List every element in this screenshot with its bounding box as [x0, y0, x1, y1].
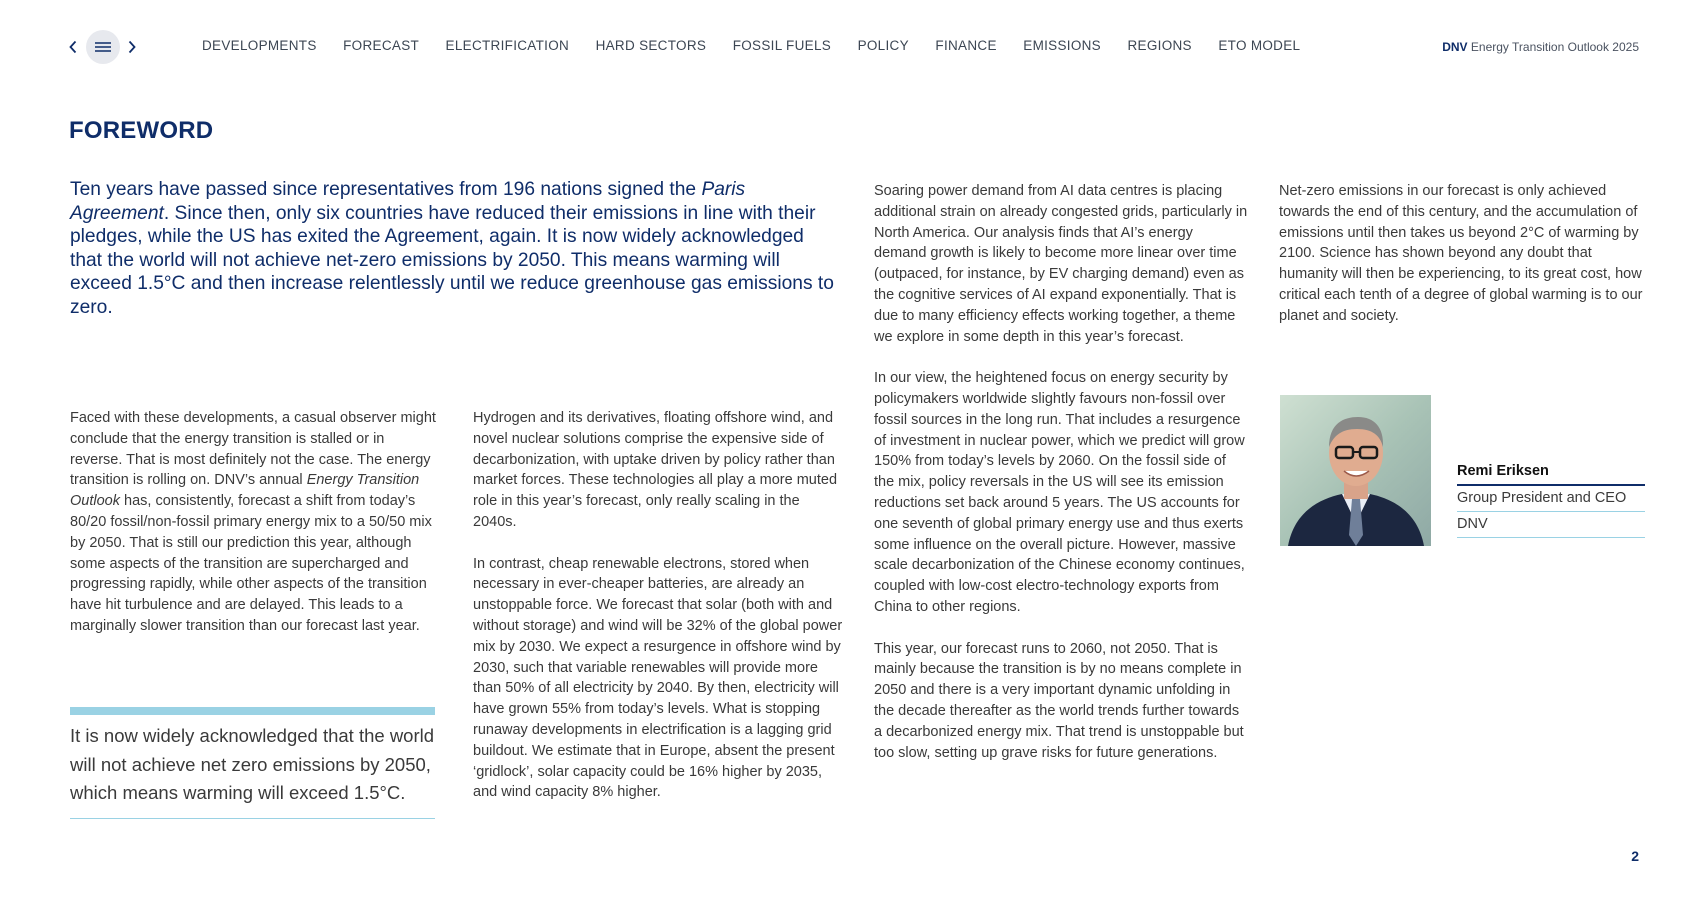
- page-number: 2: [1631, 848, 1639, 864]
- body-column-4: [1279, 181, 1647, 327]
- col3-paragraph-3: This year, our forecast runs to 2060, not 2050. That is mainly because the transition is by no means complete in 2050 and there is a very important dynamic unfolding in the decade thereafter as the world trends further towards a decarbonized energy mix. That trend is unstoppable but too slow, setting up grave risks for future generations.: [874, 640, 1244, 761]
- col2-paragraph-2: In contrast, cheap renewable electrons, stored when necessary in ever-cheaper batteries, are already an unstoppable force. We forecast that solar (both with and without storage) and wind will be 32% of the global power mix by 2030. We expect a resurgence in offshore wind by 2030, such that variable renewables will provide more than 50% of all electricity by 2040. By then, electricity will have grown 55% from today’s levels. What is stopping runaway developments in electrification is a lagging grid buildout. We estimate that in Europe, absent the present ‘gridlock’, solar capacity could be 16% higher by 2035, and wind capacity 8% higher.: [473, 555, 843, 801]
- page-title: FOREWORD: [69, 117, 214, 144]
- intro-text-start: Ten years have passed since representatives from 196 nations signed the: [70, 179, 702, 200]
- body-column-2: [473, 408, 843, 803]
- intro-paragraph: [70, 178, 840, 319]
- col2-paragraph-1: Hydrogen and its derivatives, floating offshore wind, and novel nuclear solutions comprise the expensive side of decarbonization, with uptake driven by policy rather than market forces. These technologies all play a more muted role in this year’s forecast, only really scaling in the 2040s.: [473, 410, 838, 530]
- ceo-portrait: [1280, 395, 1431, 546]
- intro-text-end: . Since then, only six countries have reduced their emissions in line with their pledges, while the US has exited the Agreement, again. It is now widely acknowledged that the world will not achieve net-zero emissions by 2050. This means warming will exceed 1.5°C and then increase relentlessly until we reduce greenhouse gas emissions to zero.: [70, 202, 834, 318]
- col4-paragraph-1: Net-zero emissions in our forecast is only achieved towards the end of this century, and the accumulation of emissions until then takes us beyond 2°C of warming by 2100. Science has shown beyond any doubt that humanity will then be experiencing, to its great cost, how critical each tenth of a degree of global warming is to our planet and society.: [1279, 183, 1643, 324]
- publication-brand[interactable]: [1442, 40, 1639, 54]
- nav-item-fossil-fuels[interactable]: FOSSIL FUELS: [732, 38, 832, 53]
- section-menu: [202, 38, 1327, 53]
- signatory-name: Remi Eriksen: [1457, 459, 1645, 486]
- nav-item-policy[interactable]: POLICY: [857, 38, 909, 53]
- nav-item-developments[interactable]: DEVELOPMENTS: [202, 38, 317, 53]
- nav-item-electrification[interactable]: ELECTRIFICATION: [445, 38, 570, 53]
- nav-item-hard-sectors[interactable]: HARD SECTORS: [595, 38, 707, 53]
- nav-item-emissions[interactable]: EMISSIONS: [1023, 38, 1101, 53]
- nav-item-eto-model[interactable]: ETO MODEL: [1218, 38, 1301, 53]
- col1-text-end: has, consistently, forecast a shift from today’s 80/20 fossil/non-fossil primary energy mix to a 50/50 mix by 2050. That is still our prediction this year, although some aspects of the transition are supercharged and progressing rapidly, while other aspects of the transition have hit turbulence and are delayed. This leads to a marginally slower transition than our forecast last year.: [70, 493, 432, 634]
- brand-publication: Energy Transition Outlook 2025: [1470, 40, 1639, 54]
- brand-company: DNV: [1442, 40, 1468, 54]
- signatory-title: Group President and CEO: [1457, 486, 1645, 512]
- col1-text-italic: Energy Transition Outlook: [70, 472, 420, 510]
- nav-item-forecast[interactable]: FORECAST: [343, 38, 420, 53]
- intro-text-italic: Paris Agreement: [70, 179, 746, 224]
- nav-item-finance[interactable]: FINANCE: [935, 38, 997, 53]
- nav-item-regions[interactable]: REGIONS: [1127, 38, 1192, 53]
- body-column-1: [70, 408, 438, 637]
- body-column-3: [874, 181, 1248, 763]
- col3-paragraph-2: In our view, the heightened focus on energy security by policymakers worldwide slightly favours non-fossil over fossil sources in the long run. That includes a resurgence of investment in nuclear power, which we predict will grow 150% from today’s levels by 2060. On the fossil side of the mix, policy reversals in the US will see its emission reductions set back around 5 years. The US accounts for one seventh of global primary energy use and thus exerts some influence on the overall picture. However, massive scale decarbonization of the Chinese economy continues, coupled with low-cost electro-technology exports from China to other regions.: [874, 370, 1245, 615]
- top-navigation: [0, 0, 1701, 92]
- chevron-left-icon[interactable]: [62, 30, 84, 64]
- col1-paragraph-1: [70, 408, 438, 637]
- col3-paragraph-1: Soaring power demand from AI data centres is placing additional strain on already congested grids, particularly in North America. Our analysis finds that AI’s energy demand growth is likely to become more linear over time (outpaced, for instance, by EV charging demand) even as the cognitive services of AI expand exponentially. That is due to many efficiency effects working together, a theme we explore in some depth in this year’s forecast.: [874, 183, 1248, 345]
- hamburger-menu-icon[interactable]: [86, 30, 120, 64]
- pull-quote-bar: [70, 707, 435, 715]
- col1-text-start: Faced with these developments, a casual observer might conclude that the energy transition is stalled or in reverse. That is most definitely not the case. The energy transition is rolling on. DNV’s annual: [70, 410, 436, 489]
- signature-block: [1457, 459, 1645, 538]
- signatory-organization: DNV: [1457, 512, 1645, 538]
- pull-quote-divider: [70, 818, 435, 819]
- chevron-right-icon[interactable]: [121, 30, 143, 64]
- pull-quote: It is now widely acknowledged that the world will not achieve net zero emissions by 2050, which means warming will exceed 1.5°C.: [70, 725, 435, 803]
